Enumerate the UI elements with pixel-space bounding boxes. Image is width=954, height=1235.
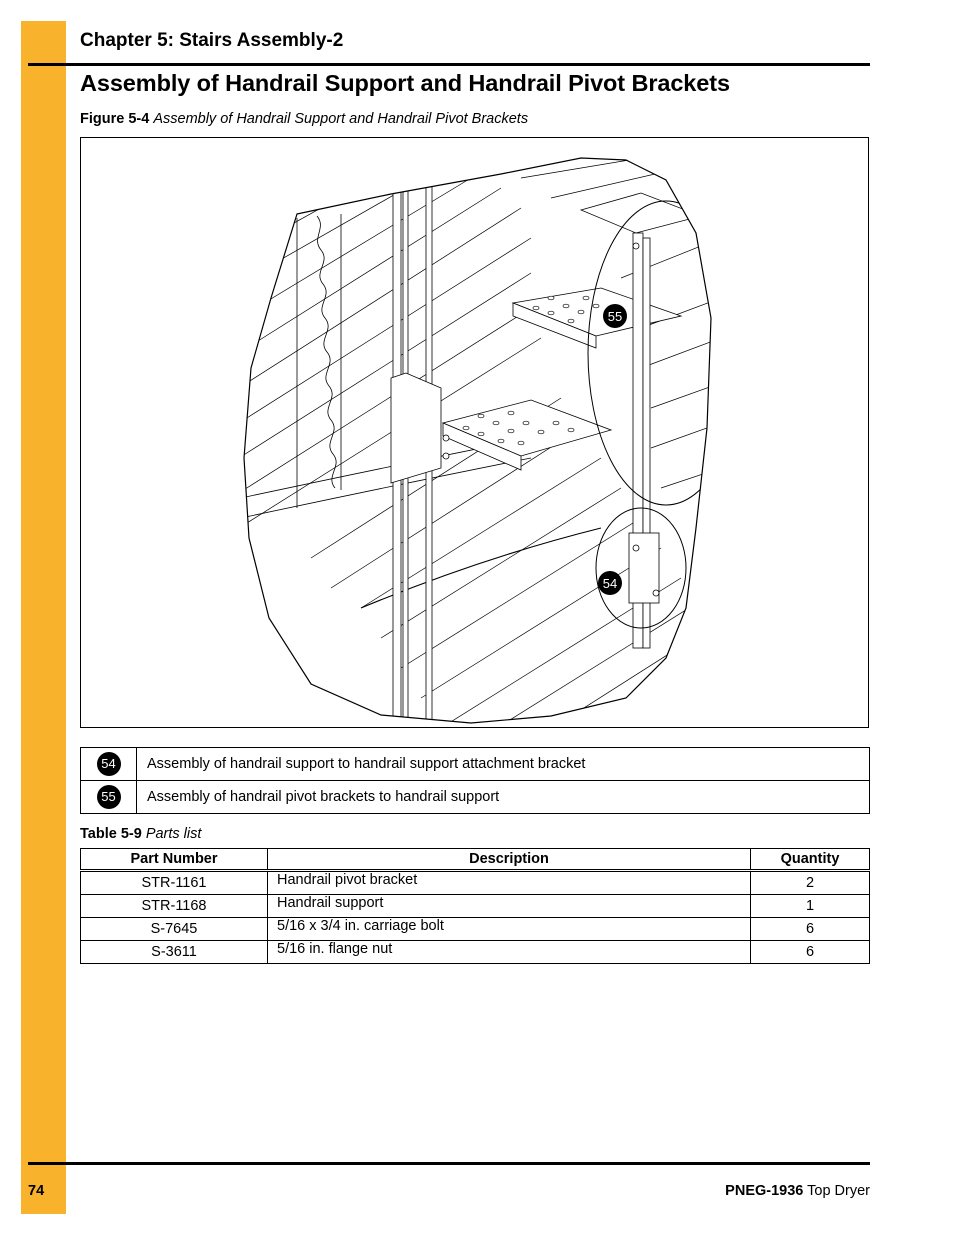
table-row (81, 918, 870, 941)
callout-55-badge (603, 304, 627, 328)
chapter-heading: Chapter 5: Stairs Assembly-2 (80, 30, 344, 51)
part-description: 5/16 in. flange nut (268, 941, 751, 964)
table-row (81, 895, 870, 918)
column-header: Description (268, 849, 751, 871)
callout-badge: 55 (97, 785, 121, 809)
callout-description: Assembly of handrail support to handrail support attachment bracket (137, 748, 870, 781)
stairs-drawing (81, 138, 870, 729)
part-number: STR-1161 (81, 871, 268, 895)
callout-row (81, 781, 870, 814)
header-rule (28, 63, 870, 66)
document-name: Top Dryer (807, 1183, 870, 1199)
column-header: Quantity (751, 849, 870, 871)
table-caption (80, 826, 201, 842)
page-number: 74 (28, 1183, 45, 1199)
callout-55-label: 55 (607, 309, 623, 324)
callout-description: Assembly of handrail pivot brackets to handrail support (137, 781, 870, 814)
part-number: S-7645 (81, 918, 268, 941)
document-code: PNEG-1936 (725, 1183, 804, 1199)
column-header: Part Number (81, 849, 268, 871)
figure-illustration (80, 137, 869, 728)
table-header-row (81, 849, 870, 871)
callout-table (80, 747, 870, 814)
figure-label: Figure 5-4 (80, 111, 150, 127)
callout-54-badge (598, 571, 622, 595)
figure-caption-text: Assembly of Handrail Support and Handrail Pivot Brackets (153, 111, 529, 127)
callout-row (81, 748, 870, 781)
table-row (81, 871, 870, 895)
page-title: Assembly of Handrail Support and Handrail Pivot Brackets (80, 70, 730, 96)
part-description: Handrail support (268, 895, 751, 918)
table-label: Table 5-9 (80, 826, 142, 842)
part-number: STR-1168 (81, 895, 268, 918)
footer-rule (28, 1162, 870, 1165)
document-id (725, 1183, 870, 1199)
parts-table (80, 848, 870, 964)
part-quantity: 6 (751, 941, 870, 964)
part-description: Handrail pivot bracket (268, 871, 751, 895)
callout-54-label: 54 (602, 576, 618, 591)
table-row (81, 941, 870, 964)
part-quantity: 6 (751, 918, 870, 941)
side-color-bar (21, 21, 66, 1214)
part-quantity: 1 (751, 895, 870, 918)
table-caption-text: Parts list (145, 826, 202, 842)
part-description: 5/16 x 3/4 in. carriage bolt (268, 918, 751, 941)
part-number: S-3611 (81, 941, 268, 964)
part-quantity: 2 (751, 871, 870, 895)
figure-caption (80, 111, 528, 127)
callout-badge: 54 (97, 752, 121, 776)
